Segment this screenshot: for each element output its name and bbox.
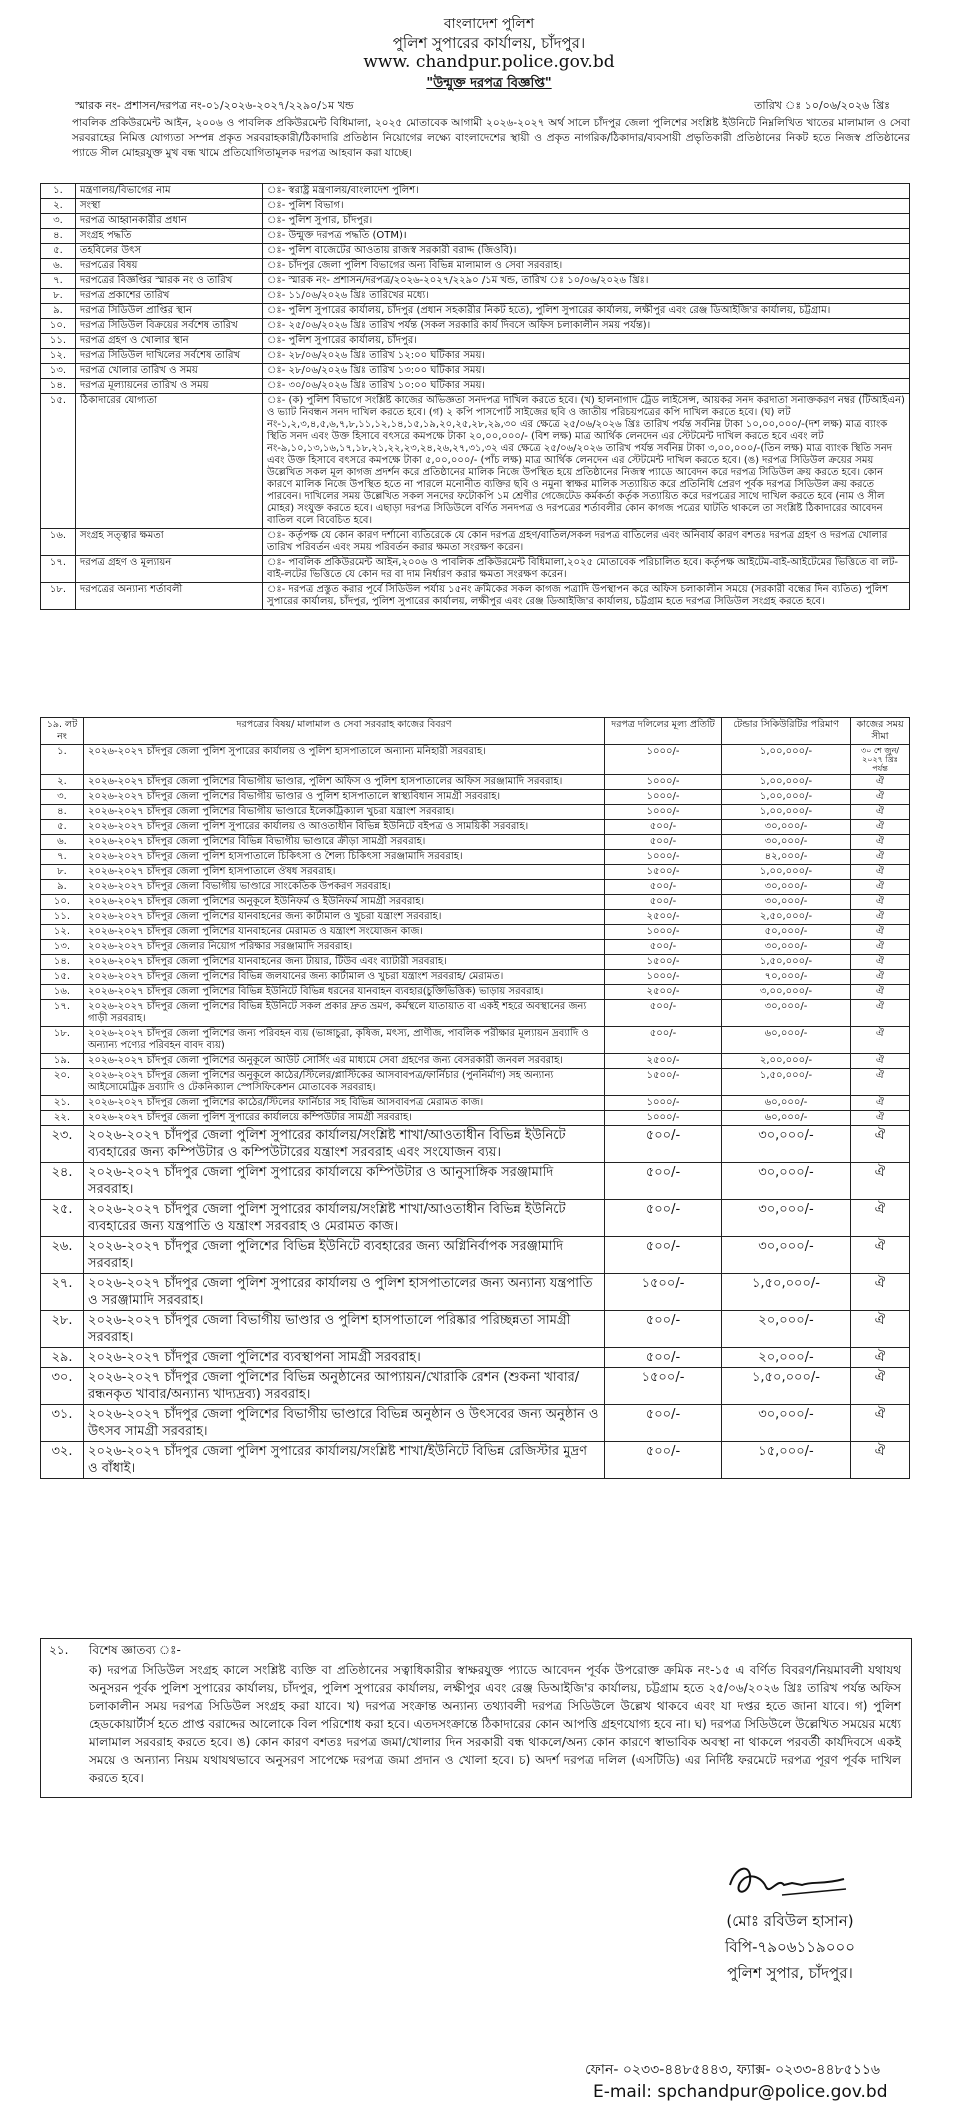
lot-row bbox=[41, 985, 910, 1000]
info-row-label: দরপত্র মূল্যায়নের তারিখ ও সময় bbox=[76, 379, 263, 394]
info-row-label: তহবিলের উৎস bbox=[76, 244, 263, 259]
lot-time: ঐ bbox=[851, 970, 910, 985]
lot-description: ২০২৬-২০২৭ চাঁদপুর জেলা পুলিশের বিভিন্ন অনুষ্ঠানের আপ্যায়ন/খোরাকি রেশন (শুকনা খাবার/রন্ধনকৃত খাবার/অন্যান্য খাদ্যদ্রব্য) সরবরাহ। bbox=[84, 1368, 605, 1405]
lot-number: ১৯. bbox=[41, 1054, 84, 1069]
info-row-value: ঃ- (ক) পুলিশ বিভাগে সংশ্লিষ্ট কাজের অভিজ্ঞতা সনদপত্র দাখিল করতে হবে। (খ) হালনাগাদ ট্রেড লাইসেন্স, আয়কর সনদ করদাতা সনাক্তকরণ নম্বর (টিআইএন) ও ভ্যাট নিবন্ধন সনদ দাখিল করতে হবে। (গ) ২ কপি পাসপোর্ট সাইজের ছবি ও জাতীয় পরিচয়পত্রের কপি দাখিল করতে হবে। (ঘ) লট নং-১,২,৩,৪,৫,৬,৭,৮,১১,১২,১৪,১৫,১৯,২০,২৫,২৮,২৯,৩০ এর ক্ষেত্রে ২৫/০৬/২০২৬ খ্রিঃ তারিখ পর্যন্ত সর্বনিম্ন টাকা ১০,০০,০০০/-(দশ লক্ষ) মাত্র ব্যাংক স্থিতি সনদ এবং উক্ত হিসাবে বৎসরে কমপক্ষে টাকা ২০,০০,০০০/- (বিশ লক্ষ) মাত্র আর্থিক লেনদেন এর স্টেটমেন্ট দাখিল করতে হবে এবং লট নং-৯,১০,১৩,১৬,১৭,১৮,২১,২২,২৩,২৪,২৬,২৭,৩১,৩২ এর ক্ষেত্রে ২৫/০৬/২০২৬ তারিখ পর্যন্ত সর্বনিম্ন টাকা ৩,০০,০০০/-(তিন লক্ষ) মাত্র ব্যাংক স্থিতি সনদ এবং উক্ত হিসাবে বৎসরে কমপক্ষে টাকা ৫,০০,০০০/- (পাঁচ লক্ষ) মাত্র আর্থিক লেনদেন এর স্টেটমেন্ট দাখিল করতে হবে। (ঙ) দরপত্র সিডিউল ক্রয়ের সময় উল্লেখিত সকল মূল কাগজ প্রদর্শন করে প্রতিষ্ঠানের মালিক নিজে উপস্থিত হয়ে প্রতিষ্ঠানের নিজস্ব প্যাডে আবেদন করে দরপত্র সিডিউল ক্রয় করতে হবে। কোন কারণে মালিক নিজে উপস্থিত হতে না পারলে মনোনীত ব্যক্তির ছবি ও নমুনা স্বাক্ষর মালিক সত্যায়িত করে প্রতিনিধি প্রেরণ পূর্বক দরপত্র সিডিউল ক্রয় করতে পারবেন। দাখিলের সময় উল্লেখিত সকল সনদের ফটোকপি ১ম শ্রেণীর গেজেটেড কর্মকর্তা কর্তৃক সত্যায়িত করে দরপত্রের সাথে দাখিল করতে হবে (নাম ও সীল মোহর) সংযুক্ত করতে হবে। এছাড়া দরপত্র সিডিউলে বর্ণিত সনদপত্র ও দরপত্রের শর্তাবলীর কোন কাগজ পত্রের ঘাটতি থাকলে তা সংশ্লিষ্ট ঠিকাদারের আবেদন বাতিল বলে বিবেচিত হবে। bbox=[263, 394, 910, 529]
lot-description: ২০২৬-২০২৭ চাঁদপুর জেলা পুলিশের বিভিন্ন বিভাগীয় ভাণ্ডারে ক্রীড়া সামগ্রী সরবরাহ। bbox=[84, 835, 605, 850]
lot-number: ৬. bbox=[41, 835, 84, 850]
lot-security: ১,৫০,০০০/- bbox=[722, 955, 851, 970]
lot-security: ১,০০,০০০/- bbox=[722, 775, 851, 790]
lot-time: ঐ bbox=[851, 1237, 910, 1274]
lot-description: ২০২৬-২০২৭ চাঁদপুর জেলা পুলিশ সুপারের কার্যালয়ে কম্পিউটার ও আনুসাঙ্গিক সরঞ্জামাদি সরবরাহ। bbox=[84, 1163, 605, 1200]
info-row-number: ১৮. bbox=[41, 583, 76, 610]
lot-time: ঐ bbox=[851, 1311, 910, 1348]
info-row-value: ঃ- দরপত্র প্রস্তুত করার পূর্বে সিডিউল পর্যায় ১৫নং ক্রমিকের সকল কাগজ পত্রাদি উপস্থাপন করে অফিস চলাকালীন সময়ে (সরকারী বন্ধের দিন ব্যতিত) পুলিশ সুপারের কার্যালয়, চাঁদপুর, পুলিশ সুপারের কার্যালয়, লক্ষীপুর এবং রেঞ্জ ডিআইজি'র কার্যালয়, চট্টগ্রাম হতে দরপত্র সিডিউল সংগ্রহ করতে হবে। bbox=[263, 583, 910, 610]
info-row-label: সংগ্রহ সত্ত্বার ক্ষমতা bbox=[76, 529, 263, 556]
lot-description: ২০২৬-২০২৭ চাঁদপুর জেলা পুলিশ সুপারের কার্যালয়/সংশ্লিষ্ট শাখা/আওতাধীন বিভিন্ন ইউনিটে ব্যবহারের জন্য যন্ত্রপাতি ও যন্ত্রাংশ সরবরাহ ও মেরামত কাজ। bbox=[84, 1200, 605, 1237]
lot-row bbox=[41, 880, 910, 895]
lot-fee: ১০০০/- bbox=[605, 775, 722, 790]
lot-number: ১০. bbox=[41, 895, 84, 910]
info-row bbox=[41, 364, 910, 379]
lot-fee: ১০০০/- bbox=[605, 790, 722, 805]
lot-number: ১৬. bbox=[41, 985, 84, 1000]
lot-description: ২০২৬-২০২৭ চাঁদপুর জেলা পুলিশের বিভাগীয় ভাণ্ডারে ইলেকট্রিক্যাল খুচরা যন্ত্রাংশ সরবরাহ। bbox=[84, 805, 605, 820]
info-row-value: ঃ- ২৮/০৬/২০২৬ খ্রিঃ তারিখ ১৩:০০ ঘটিকার সময়। bbox=[263, 364, 910, 379]
info-row bbox=[41, 304, 910, 319]
lot-time: ঐ bbox=[851, 1442, 910, 1479]
lot-fee: ১০০০/- bbox=[605, 805, 722, 820]
lot-fee: ৫০০/- bbox=[605, 1442, 722, 1479]
lot-security: ৩০,০০০/- bbox=[722, 940, 851, 955]
lot-description: ২০২৬-২০২৭ চাঁদপুর জেলার নিয়োগ পরিক্ষার সরঞ্জামাদি সরবরাহ। bbox=[84, 940, 605, 955]
lot-row bbox=[41, 1405, 910, 1442]
lot-number: ১২. bbox=[41, 925, 84, 940]
lot-fee: ৫০০/- bbox=[605, 1311, 722, 1348]
info-row-value: ঃ- কর্তৃপক্ষ যে কোন কারণ দর্শানো ব্যতিরেকে যে কোন দরপত্র গ্রহণ/বাতিল/সকল দরপত্র বাতিলের এবং অনিবার্য কারণ বশতঃ দরপত্র গ্রহণ ও দরপত্র খোলার তারিখ পরিবর্তন এবং সময় পরিবর্তন করার ক্ষমতা সংরক্ষণ করেন। bbox=[263, 529, 910, 556]
info-row-number: ৩. bbox=[41, 214, 76, 229]
info-row-value: ঃ- ২৫/০৬/২০২৬ খ্রিঃ তারিখ পর্যন্ত (সকল সরকারি কার্য দিবসে অফিস চলাকালীন সময় পর্যন্ত)। bbox=[263, 319, 910, 334]
lot-time: ঐ bbox=[851, 1027, 910, 1054]
info-row-number: ১৭. bbox=[41, 556, 76, 583]
info-row-label: ঠিকাদারের যোগ্যতা bbox=[76, 394, 263, 529]
info-row-value: ঃ- ২৮/০৬/২০২৬ খ্রিঃ তারিখ ১২:০০ ঘটিকার সময়। bbox=[263, 349, 910, 364]
lot-number: ২৪. bbox=[41, 1163, 84, 1200]
lot-row bbox=[41, 1274, 910, 1311]
lot-time: ঐ bbox=[851, 790, 910, 805]
notes-body: ক) দরপত্র সিডিউল সংগ্রহ কালে সংশ্লিষ্ট ব্যক্তি বা প্রতিষ্ঠানের সত্বাধিকারীর স্বাক্ষরযুক্ত প্যাডে আবেদন পূর্বক উপরোক্ত ক্রমিক নং-১৫ এ বর্ণিত বিবরণ/নিয়মাবলী যথাযথ অনুসরন পূর্বক পুলিশ সুপারের কার্যালয়, চাঁদপুর, পুলিশ সুপারের কার্যালয়, লক্ষীপুর এবং রেঞ্জ ডিআইজি'র কার্যালয়, চট্টগ্রাম হতে ২৫/০৬/২০২৬ খ্রিঃ তারিখ পর্যন্ত অফিস চলাকালীন সময় দরপত্র সিডিউল সংগ্রহ করা যাবে। খ) দরপত্র সংক্রান্ত অন্যান্য তথ্যাবলী দরপত্র সিডিউলে উল্লেখ থাকবে এবং যা দপ্তর হতে জানা যাবে। গ) পুলিশ হেডকোয়ার্টার্স হতে প্রাপ্ত বরাদ্দের আলোকে বিল পরিশোধ করা হবে। এতদসংক্রান্তে ঠিকাদারের কোন আপত্তি গ্রহণযোগ্য হবে না। ঘ) দরপত্র সিডিউলে উল্লেখিত সময়ের মধ্যে মালামাল সরবরাহ করতে হবে। ঙ) কোন কারণ বশতঃ দরপত্র জমা/খোলার দিন সরকারী বন্ধ থাকলে/অন্য কোন কারণে স্বাভাবিক অবস্থা না থাকলে পরবর্তী কার্যদিবসে একই সময়ে ও অন্যান্য নিয়ম যথাযথভাবে অনুসরণ সাপেক্ষে দরপত্র জমা প্রদান ও খোলা হবে। চ) অদর্শ দরপত্র দলিল (এসটিডি) এর নির্দিষ্ট ফরমেটে দরপত্র পূরণ পূর্বক দাখিল করতে হবে। bbox=[89, 1663, 901, 1785]
lot-fee: ১০০০/- bbox=[605, 970, 722, 985]
lot-number: ৩. bbox=[41, 790, 84, 805]
lot-description: ২০২৬-২০২৭ চাঁদপুর জেলা পুলিশের অনুকূলে আউট সোর্সিং এর মাধ্যমে সেবা গ্রহণের জন্য বেসরকারী জনবল সরবরাহ। bbox=[84, 1054, 605, 1069]
info-row-value: ঃ- পুলিশ সুপার, চাঁদপুর। bbox=[263, 214, 910, 229]
lot-description: ২০২৬-২০২৭ চাঁদপুর জেলা পুলিশের বিভাগীয় ভাণ্ডারে বিভিন্ন অনুষ্ঠান ও উৎসবের জন্য অনুষ্ঠান ও উৎসব সামগ্রী সরবরাহ। bbox=[84, 1405, 605, 1442]
info-row bbox=[41, 529, 910, 556]
lot-row bbox=[41, 1348, 910, 1368]
lot-description: ২০২৬-২০২৭ চাঁদপুর জেলা পুলিশের অনুকূলে ইউনিফর্ম ও ইউনিফর্ম সামগ্রী সরবরাহ। bbox=[84, 895, 605, 910]
lot-number: ১৪. bbox=[41, 955, 84, 970]
signatory-bp: বিপি-৭৯০৬১১৯০০০ bbox=[725, 1938, 855, 1956]
lot-time: ঐ bbox=[851, 805, 910, 820]
lot-time: ঐ bbox=[851, 1069, 910, 1096]
info-row bbox=[41, 334, 910, 349]
lot-number: ১৮. bbox=[41, 1027, 84, 1054]
lot-fee: ১৫০০/- bbox=[605, 1368, 722, 1405]
info-row bbox=[41, 394, 910, 529]
lot-description: ২০২৬-২০২৭ চাঁদপুর জেলা পুলিশের যানবাহনের জন্য কার্টামাল ও খুচরা যন্ত্রাংশ সরবরাহ। bbox=[84, 910, 605, 925]
lot-row bbox=[41, 790, 910, 805]
lot-time: ঐ bbox=[851, 1274, 910, 1311]
lot-time: ঐ bbox=[851, 985, 910, 1000]
lot-security: ২০,০০০/- bbox=[722, 1311, 851, 1348]
lot-security: ৭০,০০০/- bbox=[722, 970, 851, 985]
lot-time: ঐ bbox=[851, 1126, 910, 1163]
lot-fee: ৫০০/- bbox=[605, 1237, 722, 1274]
lot-security: ১,৫০,০০০/- bbox=[722, 1368, 851, 1405]
header-security: টেন্ডার সিকিউরিটির পরিমাণ bbox=[722, 718, 851, 745]
lot-number: ৯. bbox=[41, 880, 84, 895]
info-row bbox=[41, 184, 910, 199]
lot-row bbox=[41, 910, 910, 925]
lot-number: ২৮. bbox=[41, 1311, 84, 1348]
lot-row bbox=[41, 745, 910, 775]
lot-fee: ১০০০/- bbox=[605, 850, 722, 865]
lot-fee: ১০০০/- bbox=[605, 1111, 722, 1126]
lot-row bbox=[41, 1237, 910, 1274]
info-row-number: ১৩. bbox=[41, 364, 76, 379]
lot-security: ১,৫০,০০০/- bbox=[722, 1274, 851, 1311]
lot-number: ১৭. bbox=[41, 1000, 84, 1027]
info-row-number: ৪. bbox=[41, 229, 76, 244]
lot-description: ২০২৬-২০২৭ চাঁদপুর জেলা পুলিশ সুপারের কার্যালয় ও পুলিশ হাসপাতালের জন্য অন্যান্য যন্ত্রপাতি ও সরঞ্জামাদি সরবরাহ। bbox=[84, 1274, 605, 1311]
info-row-number: ২. bbox=[41, 199, 76, 214]
lot-number: ২৭. bbox=[41, 1274, 84, 1311]
lot-row bbox=[41, 835, 910, 850]
lot-fee: ৫০০/- bbox=[605, 1126, 722, 1163]
lot-fee: ৫০০/- bbox=[605, 940, 722, 955]
lot-time: ঐ bbox=[851, 1163, 910, 1200]
lot-fee: ৫০০/- bbox=[605, 1405, 722, 1442]
header-lot-no: ১৯. লট নং bbox=[41, 718, 84, 745]
lot-description: ২০২৬-২০২৭ চাঁদপুর জেলা বিভাগীয় ভাণ্ডারে সাংকেতিক উপকরণ সরবরাহ। bbox=[84, 880, 605, 895]
info-row-label: দরপত্রের অন্যান্য শর্তাবলী bbox=[76, 583, 263, 610]
lot-number: ২০. bbox=[41, 1069, 84, 1096]
notes-number: ২১. bbox=[49, 1643, 69, 1657]
lot-time: ঐ bbox=[851, 910, 910, 925]
lot-row bbox=[41, 1311, 910, 1348]
info-row-value: ঃ- পুলিশ সুপারের কার্যালয়, চাঁদপুর (প্রধান সহকারীর নিকট হতে), পুলিশ সুপারের কার্যালয়, লক্ষীপুর এবং রেঞ্জ ডিআইজি'র কার্যালয়, চট্টগ্রাম। bbox=[263, 304, 910, 319]
lot-row bbox=[41, 1111, 910, 1126]
info-row bbox=[41, 259, 910, 274]
lot-description: ২০২৬-২০২৭ চাঁদপুর জেলা পুলিশের কাঠের/স্টিলের ফার্নিচার সহ বিভিন্ন আসবাবপত্র মেরামত কাজ। bbox=[84, 1096, 605, 1111]
lot-description: ২০২৬-২০২৭ চাঁদপুর জেলা পুলিশের যানবাহনের জন্য টায়ার, টিউব এবং ব্যাটারী সরবরাহ। bbox=[84, 955, 605, 970]
lot-security: ২,৫০,০০০/- bbox=[722, 910, 851, 925]
lot-time: ঐ bbox=[851, 1405, 910, 1442]
lot-row bbox=[41, 820, 910, 835]
lot-description: ২০২৬-২০২৭ চাঁদপুর জেলা পুলিশ সুপারের কার্যালয়/সংশ্লিষ্ট শাখা/আওতাধীন বিভিন্ন ইউনিটে ব্যবহারের জন্য কম্পিউটার ও কম্পিউটারের যন্ত্রাংশ সরবরাহ এবং সংযোজন ব্যয়। bbox=[84, 1126, 605, 1163]
lot-time: ঐ bbox=[851, 1200, 910, 1237]
info-row-label: দরপত্র সিডিউল প্রাপ্তির স্থান bbox=[76, 304, 263, 319]
lot-description: ২০২৬-২০২৭ চাঁদপুর জেলা পুলিশের বিভাগীয় ভাণ্ডার ও পুলিশ হাসপাতালে স্বাস্থ্যবিধান সামগ্রী সরবরাহ। bbox=[84, 790, 605, 805]
info-row-value: ঃ- পুলিশ সুপারের কার্যালয়, চাঁদপুর। bbox=[263, 334, 910, 349]
lot-row bbox=[41, 1096, 910, 1111]
lot-row bbox=[41, 970, 910, 985]
lot-time: ঐ bbox=[851, 1000, 910, 1027]
lot-fee: ১৫০০/- bbox=[605, 1274, 722, 1311]
lot-row bbox=[41, 895, 910, 910]
info-row bbox=[41, 199, 910, 214]
lot-time: ৩০ শে জুন/২০২৭ খ্রিঃ পর্যন্ত bbox=[851, 745, 910, 775]
lot-fee: ৫০০/- bbox=[605, 1027, 722, 1054]
lot-security: ১,০০,০০০/- bbox=[722, 865, 851, 880]
info-row-number: ১৬. bbox=[41, 529, 76, 556]
lot-fee: ২৫০০/- bbox=[605, 910, 722, 925]
info-row-number: ১২. bbox=[41, 349, 76, 364]
lot-time: ঐ bbox=[851, 1348, 910, 1368]
info-row-value: ঃ- পাবলিক প্রকিউরমেন্ট আইন,২০০৬ ও পাবলিক প্রকিউরমেন্ট বিধিমালা,২০২৫ মোতাবেক পরিচালিত হবে। কর্তৃপক্ষ আইটেম-বাই-আইটেমের ভিত্তিতে বা লট-বাই-লটের ভিত্তিতে যে কোন দর বা দাম নির্ধারণ করার ক্ষমতা সংরক্ষণ করেন। bbox=[263, 556, 910, 583]
lot-row bbox=[41, 1368, 910, 1405]
lot-fee: ১০০০/- bbox=[605, 925, 722, 940]
lot-fee: ৫০০/- bbox=[605, 895, 722, 910]
lot-security: ৩০,০০০/- bbox=[722, 1163, 851, 1200]
lot-time: ঐ bbox=[851, 880, 910, 895]
lot-time: ঐ bbox=[851, 1054, 910, 1069]
lot-description: ২০২৬-২০২৭ চাঁদপুর জেলা পুলিশের জন্য পরিবহন ব্যয় (ভাঙ্গাচুরা, কৃষিজ, মৎস্য, প্রাণীজ, পাবলিক পরীক্ষার মূল্যায়ন দ্রব্যাদি ও অন্যান্য পণ্যের পরিবহন বাবদ ব্যয়) bbox=[84, 1027, 605, 1054]
lot-security: ৩০,০০০/- bbox=[722, 895, 851, 910]
lot-row bbox=[41, 1126, 910, 1163]
info-row-label: দরপত্র গ্রহণ ও খোলার স্থান bbox=[76, 334, 263, 349]
lot-security: ৩০,০০০/- bbox=[722, 835, 851, 850]
lot-description: ২০২৬-২০২৭ চাঁদপুর জেলা পুলিশের বিভিন্ন ইউনিটে বিভিন্ন ধরনের যানবাহন ব্যবহার(চুক্তিভিত্তিক) ভাড়ায় সরবরাহ। bbox=[84, 985, 605, 1000]
info-row-value: ঃ- স্বরাষ্ট্র মন্ত্রণালয়/বাংলাদেশ পুলিশ। bbox=[263, 184, 910, 199]
info-row-number: ১৪. bbox=[41, 379, 76, 394]
lot-row bbox=[41, 955, 910, 970]
lot-description: ২০২৬-২০২৭ চাঁদপুর জেলা পুলিশের বিভিন্ন ইউনিটে সকল প্রকার দ্রুত ভ্রমণ, কর্মস্থলে যাতায়াত বা একই শহরে অবস্থানের জন্য গাড়ী সরবরাহ। bbox=[84, 1000, 605, 1027]
lot-security: ২,০০,০০০/- bbox=[722, 1054, 851, 1069]
lot-description: ২০২৬-২০২৭ চাঁদপুর জেলা পুলিশ হাসপাতালে ঔষধ সরবরাহ। bbox=[84, 865, 605, 880]
lot-row bbox=[41, 805, 910, 820]
lot-row bbox=[41, 1442, 910, 1479]
lot-security: ২০,০০০/- bbox=[722, 1348, 851, 1368]
lot-time: ঐ bbox=[851, 940, 910, 955]
info-row-number: ১. bbox=[41, 184, 76, 199]
lot-security: ৪২,০০০/- bbox=[722, 850, 851, 865]
info-row bbox=[41, 229, 910, 244]
notes-title: বিশেষ জ্ঞাতব্য ঃ- bbox=[89, 1643, 181, 1657]
info-row bbox=[41, 289, 910, 304]
lot-number: ৫. bbox=[41, 820, 84, 835]
memo-date: তারিখ ঃ ১০/০৬/২০২৬ খ্রিঃ bbox=[754, 99, 890, 112]
lot-time: ঐ bbox=[851, 850, 910, 865]
lot-number: ২৫. bbox=[41, 1200, 84, 1237]
info-row-number: ৭. bbox=[41, 274, 76, 289]
lot-fee: ২৫০০/- bbox=[605, 1054, 722, 1069]
lot-description: ২০২৬-২০২৭ চাঁদপুর জেলা পুলিশের ব্যবস্থাপনা সামগ্রী সরবরাহ। bbox=[84, 1348, 605, 1368]
info-row-label: দরপত্র সিডিউল দাখিলের সর্বশেষ তারিখ bbox=[76, 349, 263, 364]
website-link[interactable]: www. chandpur.police.gov.bd bbox=[363, 52, 615, 72]
lot-description: ২০২৬-২০২৭ চাঁদপুর জেলা পুলিশের বিভাগীয় ভাণ্ডার, পুলিশ অফিস ও পুলিশ হাসপাতালের অফিস সরঞ্জামাদি সরবরাহ। bbox=[84, 775, 605, 790]
info-row-value: ঃ- চাঁদপুর জেলা পুলিশ বিভাগের অন্য বিভিন্ন মালামাল ও সেবা সরবরাহ। bbox=[263, 259, 910, 274]
info-row-label: দরপত্র প্রকাশের তারিখ bbox=[76, 289, 263, 304]
lot-row bbox=[41, 1200, 910, 1237]
info-row-label: সংস্থা bbox=[76, 199, 263, 214]
lot-fee: ১৫০০/- bbox=[605, 865, 722, 880]
info-row-label: দরপত্র সিডিউল বিক্রয়ের সর্বশেষ তারিখ bbox=[76, 319, 263, 334]
lot-number: ৭. bbox=[41, 850, 84, 865]
info-row-value: ঃ- স্মারক নং- প্রশাসন/দরপত্র/২০২৬-২০২৭/২২৯০ /১ম খন্ড, তারিখ ঃ ১০/০৬/২০২৬ খ্রিঃ। bbox=[263, 274, 910, 289]
info-row bbox=[41, 244, 910, 259]
lot-security: ৩০,০০০/- bbox=[722, 1405, 851, 1442]
info-row-label: দরপত্রের বিষয় bbox=[76, 259, 263, 274]
info-row bbox=[41, 583, 910, 610]
items-header-row bbox=[41, 718, 910, 745]
lot-time: ঐ bbox=[851, 1096, 910, 1111]
lot-time: ঐ bbox=[851, 775, 910, 790]
office-name: পুলিশ সুপারের কার্যালয়, চাঁদপুর। bbox=[392, 34, 586, 52]
lot-description: ২০২৬-২০২৭ চাঁদপুর জেলা পুলিশ হাসপাতালে চিকিৎসা ও শৈল্য চিকিৎসা সরঞ্জামাদি সরবরাহ। bbox=[84, 850, 605, 865]
lot-row bbox=[41, 865, 910, 880]
notice-title: "উন্মুক্ত দরপত্র বিজ্ঞপ্তি" bbox=[426, 76, 552, 91]
lot-security: ৩০,০০০/- bbox=[722, 1200, 851, 1237]
lot-security: ৩০,০০০/- bbox=[722, 880, 851, 895]
lot-fee: ৫০০/- bbox=[605, 1163, 722, 1200]
memo-number: স্মারক নং- প্রশাসন/দরপত্র নং-০১/২০২৬-২০২৭/২২৯০/১ম খন্ড bbox=[75, 99, 354, 112]
org-name: বাংলাদেশ পুলিশ bbox=[443, 16, 535, 32]
lot-number: ৪. bbox=[41, 805, 84, 820]
lot-row bbox=[41, 850, 910, 865]
lot-row bbox=[41, 1000, 910, 1027]
signatory-designation: পুলিশ সুপার, চাঁদপুর। bbox=[727, 1964, 853, 1982]
lot-description: ২০২৬-২০২৭ চাঁদপুর জেলা পুলিশের অনুকূলে কাঠের/স্টিলের/প্লাস্টিকের আসবাবপত্র/ফার্নিচার (পুননির্মাণ) সহ অন্যান্য আইসোমেট্রিক দ্রব্যাদি ও টেকনিক্যাল স্পেসিফিকেশন মোতাবেক সরবরাহ। bbox=[84, 1069, 605, 1096]
info-row bbox=[41, 349, 910, 364]
lot-row bbox=[41, 1027, 910, 1054]
header-description: দরপত্রের বিষয়/ মালামাল ও সেবা সরবরাহ কাজের বিবরণ bbox=[84, 718, 605, 745]
info-row-number: ৫. bbox=[41, 244, 76, 259]
lot-fee: ১০০০/- bbox=[605, 745, 722, 775]
lot-security: ৫০,০০০/- bbox=[722, 925, 851, 940]
lot-row bbox=[41, 1054, 910, 1069]
lot-fee: ১০০০/- bbox=[605, 1096, 722, 1111]
lot-fee: ৫০০/- bbox=[605, 1200, 722, 1237]
lot-description: ২০২৬-২০২৭ চাঁদপুর জেলা পুলিশ সুপারের কার্যালয়ে কম্পিউটার সামগ্রী সরবরাহ। bbox=[84, 1111, 605, 1126]
lot-security: ৩০,০০০/- bbox=[722, 1237, 851, 1274]
lot-description: ২০২৬-২০২৭ চাঁদপুর জেলা পুলিশের বিভিন্ন জলযানের জন্য কার্টামাল ও খুচরা যন্ত্রাংশ সরবরাহ/ মেরামত। bbox=[84, 970, 605, 985]
lot-number: ২২. bbox=[41, 1111, 84, 1126]
lot-security: ১৫,০০০/- bbox=[722, 1442, 851, 1479]
tender-info-table bbox=[40, 183, 910, 610]
info-row-value: ঃ- উন্মুক্ত দরপত্র পদ্ধতি (OTM)। bbox=[263, 229, 910, 244]
lot-number: ১১. bbox=[41, 910, 84, 925]
header-fee: দরপত্র দলিলের মূল্য প্রতিটি bbox=[605, 718, 722, 745]
lot-number: ৮. bbox=[41, 865, 84, 880]
info-row-label: দরপত্রের বিজ্ঞপ্তির স্মারক নং ও তারিখ bbox=[76, 274, 263, 289]
lot-security: ৬০,০০০/- bbox=[722, 1096, 851, 1111]
contact-phone: ফোন- ০২৩৩-৪৪৮৫৪৪৩, ফ্যাক্স- ০২৩৩-৪৪৮৫১১৬ bbox=[585, 2062, 881, 2078]
lot-security: ৬০,০০০/- bbox=[722, 1027, 851, 1054]
lot-description: ২০২৬-২০২৭ চাঁদপুর জেলা পুলিশ সুপারের কার্যালয়/সংশ্লিষ্ট শাখা/ইউনিটে বিভিন্ন রেজিস্টার মুদ্রণ ও বাঁধাই। bbox=[84, 1442, 605, 1479]
lot-fee: ৫০০/- bbox=[605, 880, 722, 895]
lot-number: ১৫. bbox=[41, 970, 84, 985]
lot-row bbox=[41, 925, 910, 940]
lot-fee: ৫০০/- bbox=[605, 835, 722, 850]
lot-fee: ১৫০০/- bbox=[605, 955, 722, 970]
info-row-number: ১০. bbox=[41, 319, 76, 334]
info-row bbox=[41, 214, 910, 229]
lot-row bbox=[41, 1069, 910, 1096]
lot-number: ১৩. bbox=[41, 940, 84, 955]
lot-row bbox=[41, 775, 910, 790]
lot-security: ১,০০,০০০/- bbox=[722, 790, 851, 805]
lot-time: ঐ bbox=[851, 865, 910, 880]
lot-security: ৩০,০০০/- bbox=[722, 1000, 851, 1027]
lot-fee: ৫০০/- bbox=[605, 1000, 722, 1027]
lot-security: ৩০,০০০/- bbox=[722, 1126, 851, 1163]
info-row-label: দরপত্র আহ্বানকারীর প্রধান bbox=[76, 214, 263, 229]
info-row-value: ঃ- ১১/০৬/২০২৬ খ্রিঃ তারিখের মধ্যে। bbox=[263, 289, 910, 304]
lot-description: ২০২৬-২০২৭ চাঁদপুর জেলা পুলিশ সুপারের কার্যালয় ও পুলিশ হাসপাতালে অন্যান্য মনিহারী সরবরাহ। bbox=[84, 745, 605, 775]
special-notes bbox=[40, 1638, 912, 1798]
lot-items-table bbox=[40, 717, 910, 1479]
info-row-number: ১১. bbox=[41, 334, 76, 349]
lot-time: ঐ bbox=[851, 925, 910, 940]
info-row bbox=[41, 319, 910, 334]
info-row-number: ৬. bbox=[41, 259, 76, 274]
lot-time: ঐ bbox=[851, 1368, 910, 1405]
lot-fee: ৫০০/- bbox=[605, 1348, 722, 1368]
info-row-label: দরপত্র গ্রহণ ও মূল্যায়ন bbox=[76, 556, 263, 583]
info-row-label: দরপত্র খোলার তারিখ ও সময় bbox=[76, 364, 263, 379]
lot-security: ১,০০,০০০/- bbox=[722, 805, 851, 820]
lot-number: ১. bbox=[41, 745, 84, 775]
lot-time: ঐ bbox=[851, 835, 910, 850]
info-row-number: ৯. bbox=[41, 304, 76, 319]
lot-number: ২৬. bbox=[41, 1237, 84, 1274]
lot-security: ৬০,০০০/- bbox=[722, 1111, 851, 1126]
lot-row bbox=[41, 940, 910, 955]
lot-time: ঐ bbox=[851, 820, 910, 835]
lot-description: ২০২৬-২০২৭ চাঁদপুর জেলা পুলিশের বিভিন্ন ইউনিটে ব্যবহারের জন্য অগ্নিনির্বাপক সরঞ্জামাদি সরবরাহ। bbox=[84, 1237, 605, 1274]
lot-security: ৩,০০,০০০/- bbox=[722, 985, 851, 1000]
signatory-name: (মোঃ রবিউল হাসান) bbox=[726, 1912, 854, 1930]
header-time: কাজের সময় সীমা bbox=[851, 718, 910, 745]
lot-time: ঐ bbox=[851, 1111, 910, 1126]
lot-number: ২৩. bbox=[41, 1126, 84, 1163]
lot-description: ২০২৬-২০২৭ চাঁদপুর জেলা পুলিশ সুপারের কার্যালয় ও আওতাধীন বিভিন্ন ইউনিটে বইপত্র ও সাময়িকী সরবরাহ। bbox=[84, 820, 605, 835]
lot-time: ঐ bbox=[851, 895, 910, 910]
info-row-value: ঃ- পুলিশ বিভাগ। bbox=[263, 199, 910, 214]
lot-number: ২৯. bbox=[41, 1348, 84, 1368]
lot-number: ২. bbox=[41, 775, 84, 790]
lot-number: ৩২. bbox=[41, 1442, 84, 1479]
handwritten-signature bbox=[722, 1855, 852, 1905]
lot-number: ৩১. bbox=[41, 1405, 84, 1442]
info-row-value: ঃ- ৩০/০৬/২০২৬ খ্রিঃ তারিখ ১০:০০ ঘটিকার সময়। bbox=[263, 379, 910, 394]
info-row-number: ৮. bbox=[41, 289, 76, 304]
info-row bbox=[41, 379, 910, 394]
lot-fee: ১৫০০/- bbox=[605, 1069, 722, 1096]
lot-fee: ২৫০০/- bbox=[605, 985, 722, 1000]
intro-paragraph: পাবলিক প্রকিউরমেন্ট আইন, ২০০৬ ও পাবলিক প্রকিউরমেন্ট বিধিমালা, ২০২৫ মোতাবেক আগামী ২০২৬-২০২৭ অর্থ সালে চাঁদপুর জেলা পুলিশের সংশ্লিষ্ট ইউনিটে নিম্নলিখিত খাতের মালামাল ও সেবা সরবরাহের নিমিত্ত যোগ্যতা সম্পন্ন প্রকৃত সরবরাহকারী/ঠিকাদারি প্রতিষ্ঠান নিয়োগের লক্ষ্যে বাংলাদেশের স্থায়ী ও প্রকৃত নাগরিক/ঠিকাদার/ব্যবসায়ী প্রভৃতিকারী প্রতিষ্ঠানের নিকট হতে নিজস্ব প্রতিষ্ঠানের প্যাডে সীল মোহরযুক্ত মুখ বন্ধ খামে প্রতিযোগিতামূলক দরপত্র আহবান করা যাচ্ছে। bbox=[72, 117, 910, 159]
info-row bbox=[41, 274, 910, 289]
contact-email[interactable]: E-mail: spchandpur@police.gov.bd bbox=[593, 2082, 888, 2102]
lot-number: ৩০. bbox=[41, 1368, 84, 1405]
lot-security: ১,৫০,০০০/- bbox=[722, 1069, 851, 1096]
info-row-number: ১৫. bbox=[41, 394, 76, 529]
info-row-label: মন্ত্রণালয়/বিভাগের নাম bbox=[76, 184, 263, 199]
info-row-value: ঃ- পুলিশ বাজেটের আওতায় রাজস্ব সরকারী বরাদ্দ (জিওবি)। bbox=[263, 244, 910, 259]
lot-time: ঐ bbox=[851, 955, 910, 970]
info-row-label: সংগ্রহ পদ্ধতি bbox=[76, 229, 263, 244]
info-row bbox=[41, 556, 910, 583]
lot-security: ১,০০,০০০/- bbox=[722, 745, 851, 775]
lot-number: ২১. bbox=[41, 1096, 84, 1111]
lot-description: ২০২৬-২০২৭ চাঁদপুর জেলা বিভাগীয় ভাণ্ডার ও পুলিশ হাসপাতালে পরিষ্কার পরিচ্ছন্নতা সামগ্রী সরবরাহ। bbox=[84, 1311, 605, 1348]
lot-row bbox=[41, 1163, 910, 1200]
lot-description: ২০২৬-২০২৭ চাঁদপুর জেলা পুলিশের যানবাহনের মেরামত ও যন্ত্রাংশ সংযোজন কাজ। bbox=[84, 925, 605, 940]
lot-fee: ৫০০/- bbox=[605, 820, 722, 835]
lot-security: ৩০,০০০/- bbox=[722, 820, 851, 835]
